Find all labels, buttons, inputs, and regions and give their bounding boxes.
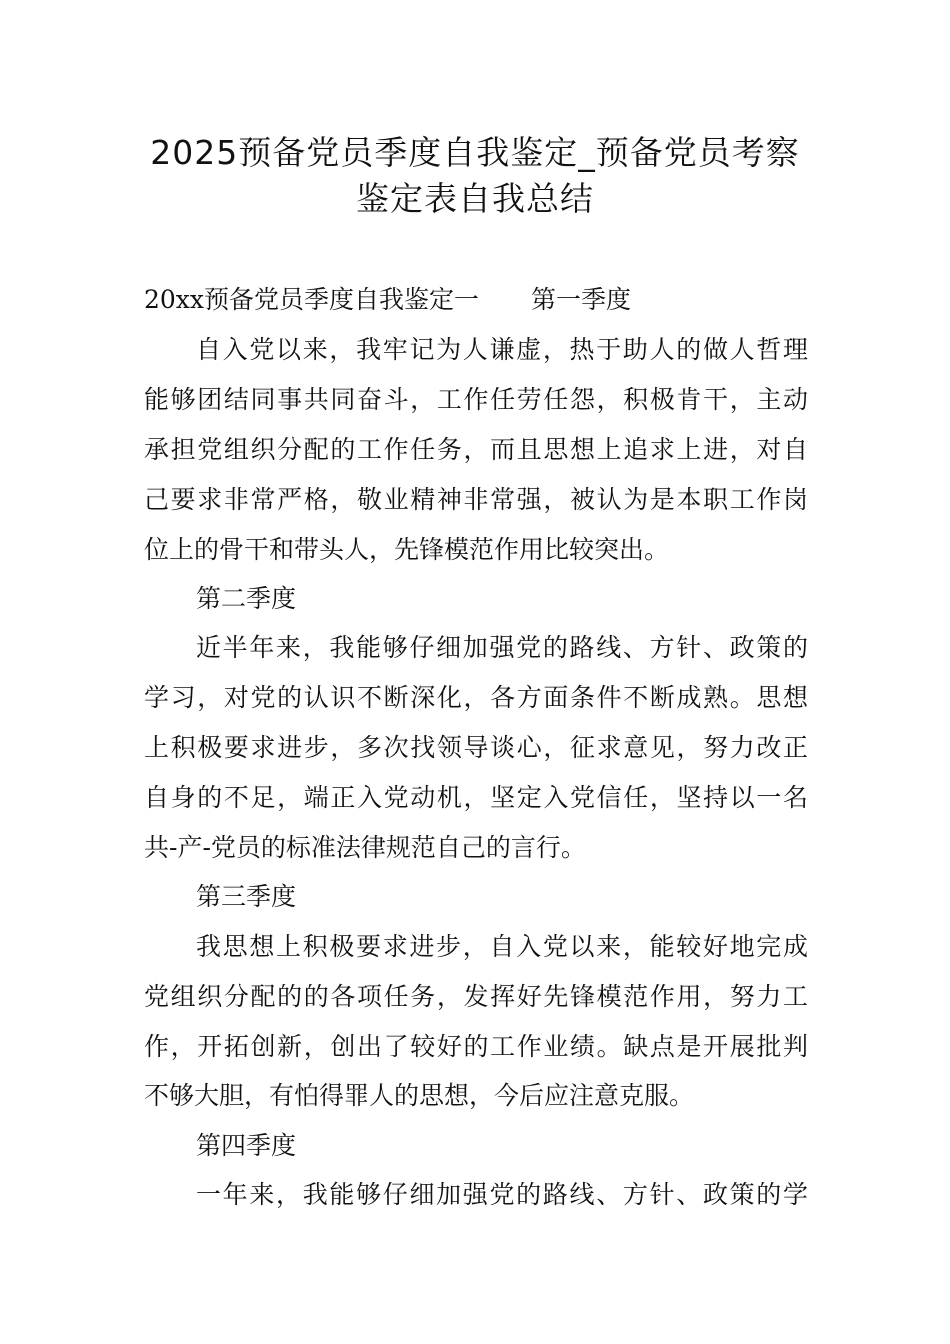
paragraph-line: 上积极要求进步，多次找领导谈心，征求意见，努力改正 [144, 733, 808, 762]
quarter-2-heading: 第二季度 [196, 584, 297, 613]
paragraph-line: 承担党组织分配的工作任务，而且思想上追求上进，对自 [144, 435, 808, 464]
paragraph-line: 能够团结同事共同奋斗，工作任劳任怨，积极肯干，主动 [144, 385, 808, 414]
intro-heading: 20xx预备党员季度自我鉴定一 [144, 285, 480, 314]
paragraph-line: 不够大胆，有怕得罪人的思想，今后应注意克服。 [144, 1081, 695, 1110]
paragraph-line: 位上的骨干和带头人，先锋模范作用比较突出。 [144, 535, 670, 564]
paragraph-line: 自身的不足，端正入党动机，坚定入党信任，坚持以一名 [144, 783, 808, 812]
paragraph-line: 近半年来，我能够仔细加强党的路线、方针、政策的 [196, 633, 808, 662]
paragraph-line: 作，开拓创新，创出了较好的工作业绩。缺点是开展批判 [144, 1032, 808, 1061]
intro-line [144, 282, 631, 318]
paragraph-line: 自入党以来，我牢记为人谦虚，热于助人的做人哲理 [196, 335, 808, 364]
quarter-1-heading: 第一季度 [531, 285, 632, 314]
quarter-4-heading: 第四季度 [196, 1131, 297, 1160]
paragraph-line: 学习，对党的认识不断深化，各方面条件不断成熟。思想 [144, 683, 808, 712]
quarter-3-heading: 第三季度 [196, 882, 297, 911]
paragraph-line: 我思想上积极要求进步，自入党以来，能较好地完成 [196, 932, 808, 961]
paragraph-line: 共-产-党员的标准法律规范自己的言行。 [144, 833, 586, 862]
document-title-line-2: 鉴定表自我总结 [356, 179, 594, 218]
paragraph-line: 己要求非常严格，敬业精神非常强，被认为是本职工作岗 [144, 485, 808, 514]
document-title-line-1: 2025预备党员季度自我鉴定_预备党员考察 [150, 133, 800, 172]
paragraph-line: 党组织分配的的各项任务，发挥好先锋模范作用，努力工 [144, 982, 808, 1011]
paragraph-line: 一年来，我能够仔细加强党的路线、方针、政策的学 [196, 1180, 808, 1209]
